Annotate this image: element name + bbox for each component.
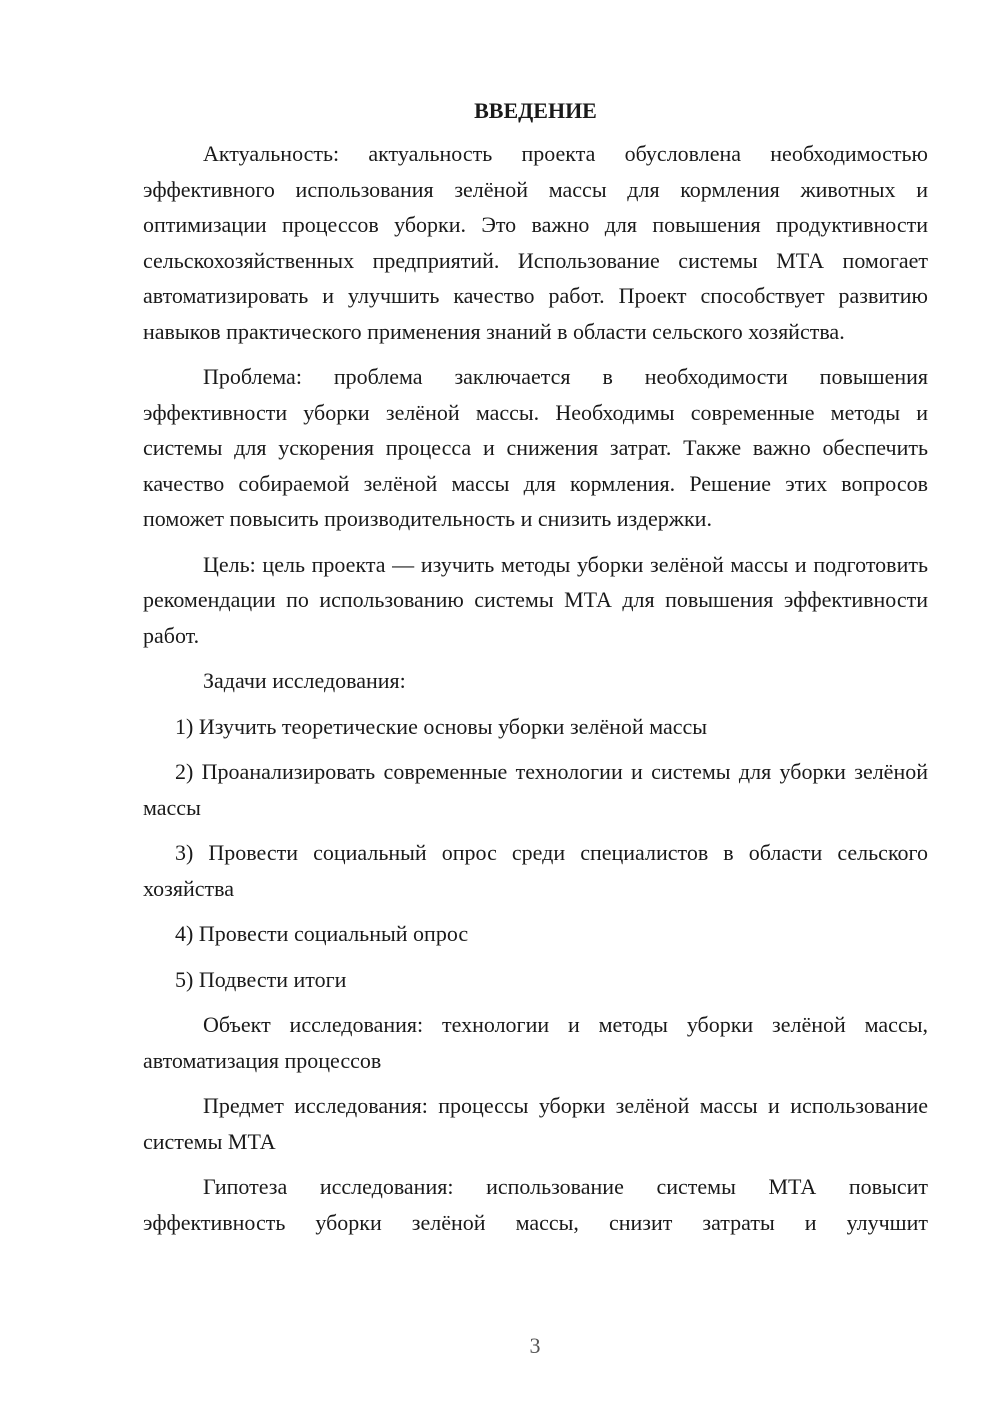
task-item-3: 3) Провести социальный опрос среди специалистов в области сельского хозяйства [143,840,928,901]
task-item-4: 4) Провести социальный опрос [175,921,469,946]
paragraph-object: Объект исследования: технологии и методы уборки зелёной массы, автоматизация процессов [143,1012,928,1073]
page-title: ВВЕДЕНИЕ [474,98,597,123]
paragraph-problem: Проблема: проблема заключается в необходимости повышения эффективности уборки зелёной массы. Необходимы современные методы и системы для ускорения процесса и снижения затрат. Также важно обеспечить качество собираемой зелёной массы для кормления. Решение этих вопросов поможет повысить производительность и снизить издержки. [143,364,928,531]
task-item-1: 1) Изучить теоретические основы уборки зелёной массы [175,713,708,739]
page-number: 3 [529,1333,541,1358]
document-page [143,96,928,1250]
tasks-heading: Задачи исследования: [203,668,406,693]
paragraph-hypothesis: Гипотеза исследования: использование системы МТА повысит эффективность уборки зелёной массы, снизит затраты и улучшит [143,1174,928,1235]
task-item-5: 5) Подвести итоги [175,966,347,992]
paragraph-subject: Предмет исследования: процессы уборки зелёной массы и использование системы МТА [143,1093,928,1154]
paragraph-relevance: Актуальность: актуальность проекта обусловлена необходимостью эффективного использования зелёной массы для кормления животных и оптимизации процессов уборки. Это важно для повышения продуктивности сельскохозяйственных предприятий. Использование системы МТА помогает автоматизировать и улучшить качество работ. Проект способствует развитию навыков практического применения знаний в области сельского хозяйства. [143,141,928,344]
paragraph-goal: Цель: цель проекта — изучить методы уборки зелёной массы и подготовить рекомендации по использованию системы МТА для повышения эффективности работ. [143,551,928,648]
task-item-2: 2) Проанализировать современные технологии и системы для уборки зелёной массы [143,759,928,820]
